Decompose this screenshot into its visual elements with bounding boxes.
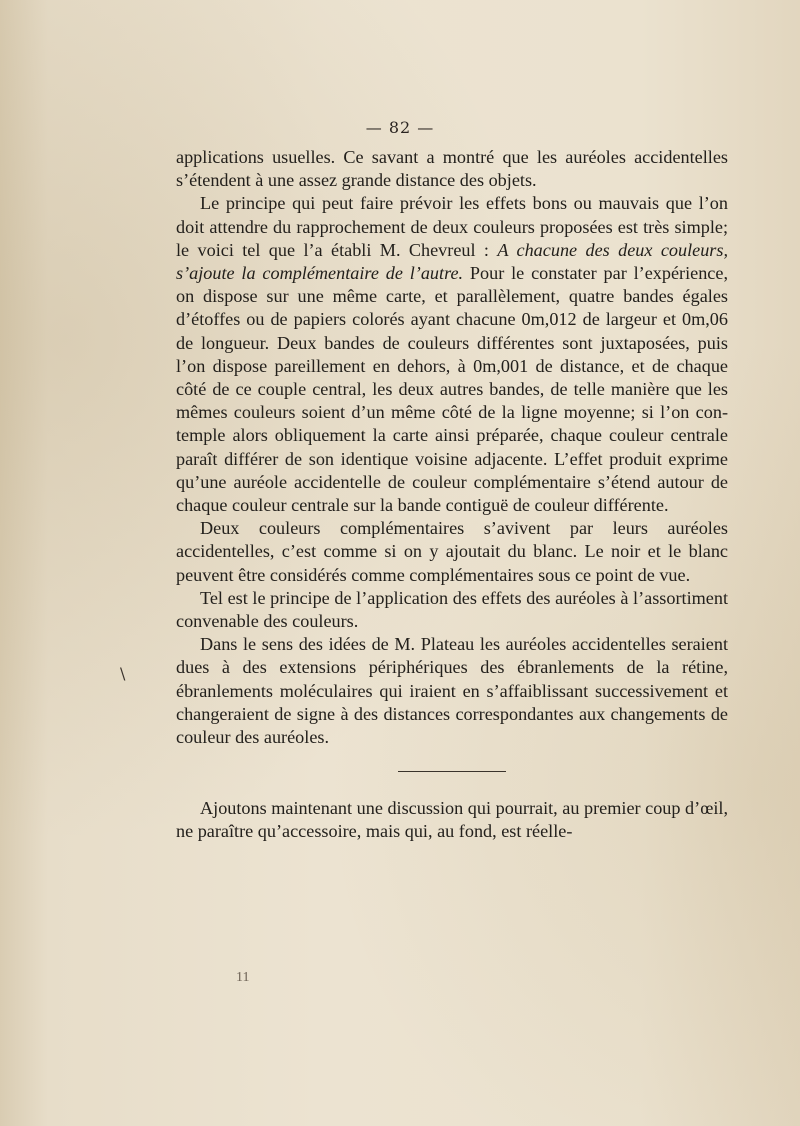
chevreul-principle-quote: A chacune des deux couleurs, s’ajoute la complémentaire de l’autre. (176, 239, 729, 284)
page-body (176, 146, 728, 844)
paragraph-2-continuation: Pour le constater par l’expérience, on dispose sur une même carte, et parallèlement, quatre bandes égales d’étoffes ou de papiers colorés ayant chacune 0m,012 de largeur et 0m,06 de longueur. Deux bandes de couleurs différentes sont juxtaposées, puis l’on dispose pareillement en dehors, à 0m,001 de distance, et de chaque côté de ce couple central, les deux autres bandes, de telle manière que les mêmes couleurs soient d’un même côté de la ligne moyenne; si l’on contemple alors obliquement la carte ainsi préparée, chaque couleur centrale paraît différer de son identique voisine adjacente. L’effet produit exprime qu’une auréole accidentelle de couleur complémentaire s’étend autour de chaque couleur centrale sur la bande contiguë de couleur différente. (176, 263, 728, 516)
section-divider (398, 771, 506, 772)
paragraph-2-text: Le principe qui peut faire prévoir les effets bons ou mauvais que l’on doit attendre du rapprochement de deux couleurs proposées est très simple; le voici tel que l’a établi M. Chevreul : (176, 193, 728, 260)
paragraph-1: applications usuelles. Ce savant a montré que les auréoles accidentelles s’étendent à une assez grande distance des objets. (176, 147, 728, 191)
margin-mark: \ (120, 664, 126, 683)
paragraph-6: Ajoutons maintenant une discussion qui pourrait, au premier coup d’œil, ne paraître qu’accessoire, mais qui, au fond, est réelle- (176, 798, 728, 842)
paragraph-5: Dans le sens des idées de M. Plateau les auréoles accidentelles seraient dues à des extensions périphériques des ébranlements de la rétine, ébranlements moléculaires qui iraient en s’affaiblissant successivement et changeraient de signe à des distances correspondantes aux changements de couleur des auréoles. (176, 634, 728, 748)
paragraph-4: Tel est le principe de l’application des effets des auréoles à l’assortiment convenable des couleurs. (176, 587, 728, 632)
page-number-header: — 82 — (365, 118, 435, 137)
paragraph-3: Deux couleurs complémentaires s’avivent par leurs auréoles accidentelles, c’est comme si on y ajoutait du blanc. Le noir et le blanc peuvent être considérés comme complémentaires sous ce point de vue. (176, 518, 728, 585)
paragraph-2 (176, 192, 728, 517)
signature-mark: 11 (236, 970, 250, 985)
